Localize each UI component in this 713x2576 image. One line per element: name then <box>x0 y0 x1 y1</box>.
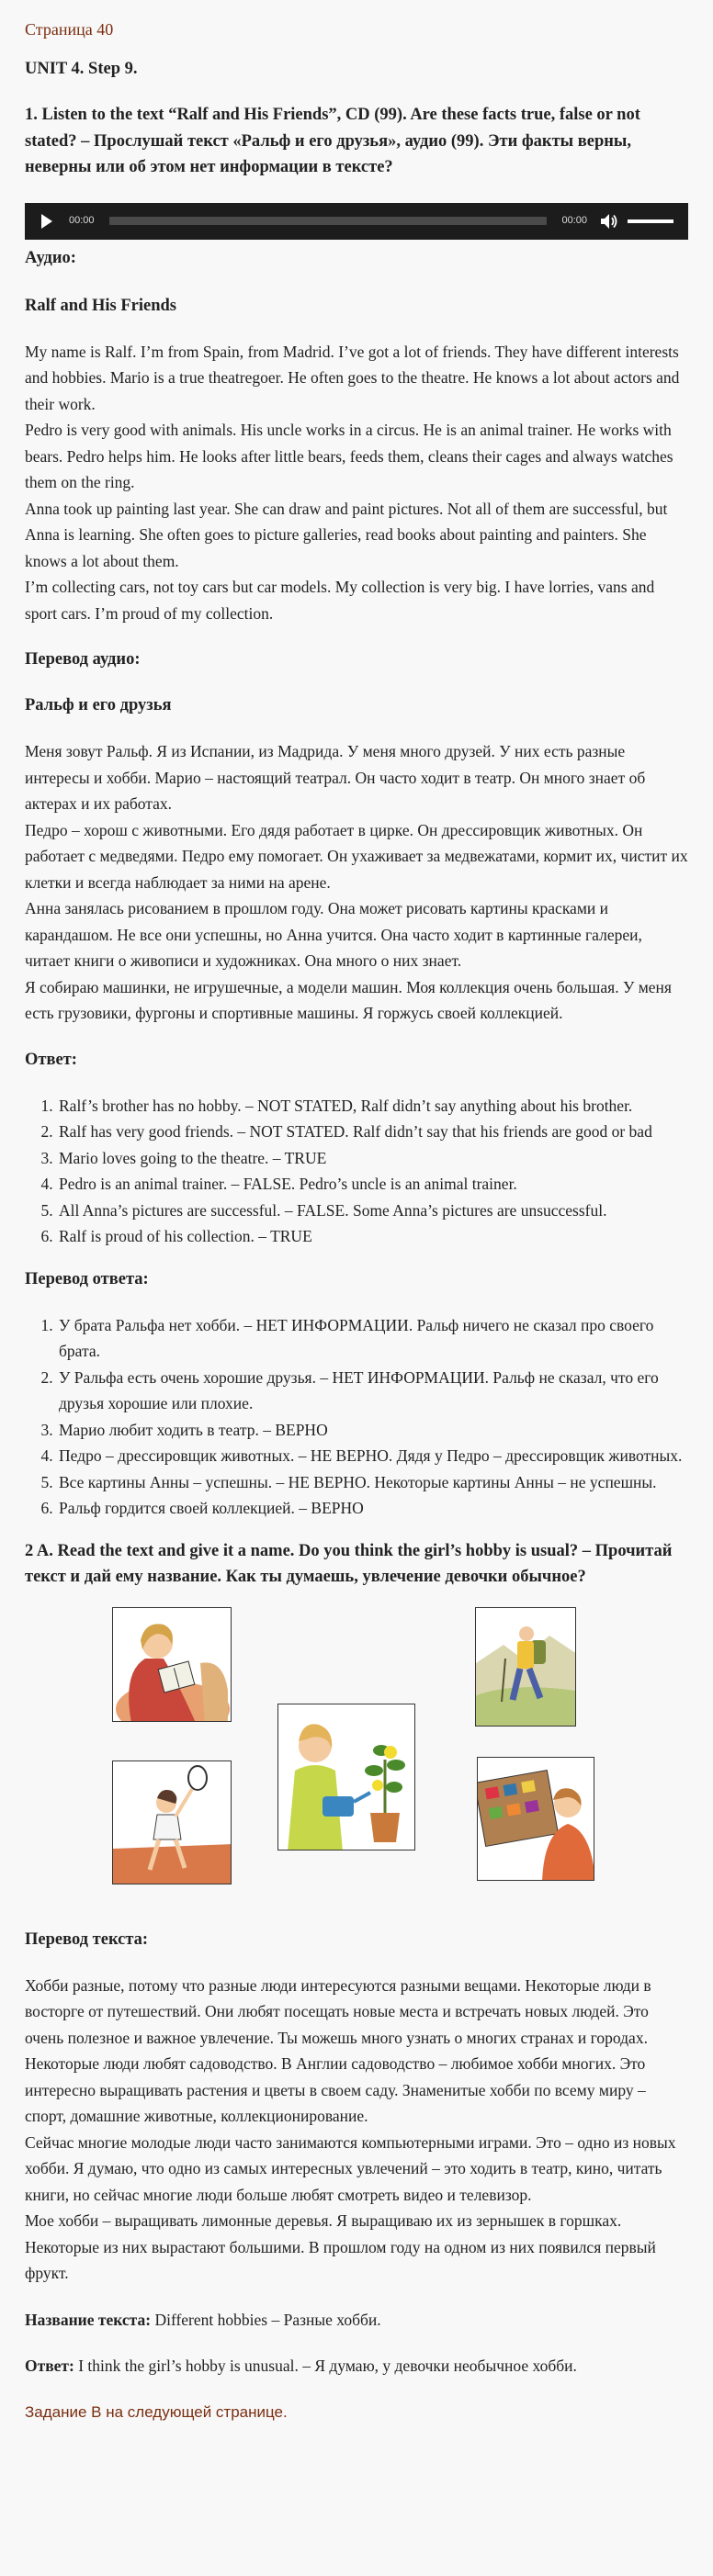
text-name-value: Different hobbies – Разные хобби. <box>151 2310 381 2329</box>
page-link[interactable]: Страница 40 <box>25 20 114 39</box>
unit-title: UNIT 4. Step 9. <box>25 60 138 78</box>
translation-text: Меня зовут Ральф. Я из Испании, из Мадрида. У меня много друзей. У них есть разные интересы и хобби. Марио – настоящий театрал. Он часто ходит в театр. Он много знает об актерах и их работах. Педро – хорош с животными. Его дядя работает в цирке. Он дрессировщик животных. Он работает с медведями. Педро ему помогает. Он ухаживает за медвежатами, кормит их, чистит их клетки и всегда наблюдает за ними на арене. Анна занялась рисованием в прошлом году. Она может рисовать картины красками и карандашом. Не все они успешны, но Анна учится. Она часто ходит в картинные галереи, читает книги о живописи и художниках. Она много о них знает. Я собираю машинки, не игрушечные, а модели машин. Моя коллекция очень большая. У меня есть грузовики, фургоны и спортивные машины. Я горжусь своей коллекцией. <box>25 742 688 1022</box>
answer-translation-heading: Перевод ответа: <box>25 1269 149 1288</box>
progress-track[interactable] <box>109 217 548 225</box>
list-item: 3. Mario loves going to the theatre. – TRUE <box>57 1145 688 1172</box>
list-item: 1. У брата Ральфа нет хобби. – НЕТ ИНФОРМАЦИИ. Ральф ничего не сказал про своего брата. <box>57 1312 688 1365</box>
text-translation: Хобби разные, потому что разные люди интересуются разными вещами. Некоторые люди в восторге от путешествий. Они любят посещать новые места и встречать новых людей. Это очень полезное и важное увлечение. Ты можешь много узнать о многих странах и городах. Некоторые люди любят садоводство. В Англии садоводство – любимое хобби многих. Это интересно выращивать растения и цветы в своем саду. Знаменитые хобби по всему миру – спорт, домашние животные, коллекционирование. Сейчас многие молодые люди часто занимаются компьютерными играми. Это – одно из новых хобби. Я думаю, что одно из самых интересных увлечений – это ходить в театр, кино, читать книги, но сейчас многие люди больше любят смотреть видео и телевизор. Мое хобби – выращивать лимонные деревья. Я выращиваю их из зернышек в горшках. Некоторые из них вырастают большими. В прошлом году на одном из них появился первый фрукт. <box>25 1975 676 2282</box>
translation-heading: Перевод аудио: <box>25 650 141 669</box>
story-title: Ralf and His Friends <box>25 296 176 315</box>
audio-player <box>25 203 688 240</box>
answers-list <box>25 1093 688 1250</box>
next-task-link[interactable]: Задание B на следующей странице. <box>25 2402 288 2421</box>
collector-boy-image <box>477 1757 594 1881</box>
list-item: 2. Ralf has very good friends. – NOT STATED. Ralf didn’t say that his friends are good or bad <box>57 1119 688 1145</box>
text-name <box>25 2307 688 2334</box>
list-item: 4. Педро – дрессировщик животных. – НЕ ВЕРНО. Дядя у Педро – дрессировщик животных. <box>57 1443 688 1469</box>
story-text: My name is Ralf. I’m from Spain, from Madrid. I’ve got a lot of friends. They have different interests and hobbies. Mario is a true theatregoer. He often goes to the theatre. He knows a lot about actors and their work. Pedro is very good with animals. His uncle works in a circus. He is an animal trainer. He works with bears. Pedro helps him. He looks after little bears, feeds them, cleans their cages and always watches them on the ring. Anna took up painting last year. She can draw and paint pictures. Not all of them are successful, but Anna is learning. She often goes to picture galleries, read books about painting and painters. She knows a lot about them. I’m collecting cars, not toy cars but car models. My collection is very big. I have lorries, vans and sport cars. I’m proud of my collection. <box>25 342 680 623</box>
reading-girl-image <box>112 1607 232 1722</box>
list-item: 3. Марио любит ходить в театр. – ВЕРНО <box>57 1417 688 1444</box>
list-item: 6. Ralf is proud of his collection. – TRUE <box>57 1223 688 1250</box>
list-item: 4. Pedro is an animal trainer. – FALSE. Pedro’s uncle is an animal trainer. <box>57 1171 688 1198</box>
duration: 00:00 <box>561 215 587 227</box>
text-name-label: Название текста: <box>25 2310 152 2329</box>
list-item: 5. All Anna’s pictures are successful. – FALSE. Some Anna’s pictures are unsuccessful. <box>57 1198 688 1224</box>
list-item: 5. Все картины Анны – успешны. – НЕ ВЕРНО. Некоторые картины Анны – не успешны. <box>57 1469 688 1496</box>
tennis-player-image <box>112 1760 232 1884</box>
volume-slider[interactable] <box>628 219 673 223</box>
task2-answer-value: I think the girl’s hobby is unusual. – Я думаю, у девочки необычное хобби. <box>74 2357 577 2375</box>
volume-icon[interactable] <box>600 213 618 230</box>
hiker-image <box>475 1607 576 1727</box>
task2-answer-label: Ответ: <box>25 2357 74 2375</box>
list-item: 2. У Ральфа есть очень хорошие друзья. – НЕТ ИНФОРМАЦИИ. Ральф не сказал, что его друзья хорошие или плохие. <box>57 1365 688 1417</box>
task2-answer <box>25 2353 688 2379</box>
list-item: 6. Ральф гордится своей коллекцией. – ВЕРНО <box>57 1495 688 1522</box>
task1-title: 1. Listen to the text “Ralf and His Friends”, CD (99). Are these facts true, false or not stated? – Прослушай текст «Ральф и его друзья», аудио (99). Эти факты верны, неверны или об этом нет информации в тексте? <box>25 106 640 176</box>
illustrations <box>25 1598 688 1907</box>
answer-translations-list <box>25 1312 688 1522</box>
current-time: 00:00 <box>69 215 95 227</box>
text-translation-heading: Перевод текста: <box>25 1929 149 1949</box>
task2-title: 2 A. Read the text and give it a name. Do you think the girl’s hobby is usual? – Прочитай текст и дай ему название. Как ты думаешь, увлечение девочки обычное? <box>25 1541 673 1586</box>
translation-title: Ральф и его друзья <box>25 696 172 714</box>
girl-lemon-tree-image <box>277 1704 415 1850</box>
audio-heading: Аудио: <box>25 248 76 267</box>
play-icon[interactable] <box>41 214 52 229</box>
answer-heading: Ответ: <box>25 1050 77 1069</box>
list-item: 1. Ralf’s brother has no hobby. – NOT STATED, Ralf didn’t say anything about his brother. <box>57 1093 688 1119</box>
